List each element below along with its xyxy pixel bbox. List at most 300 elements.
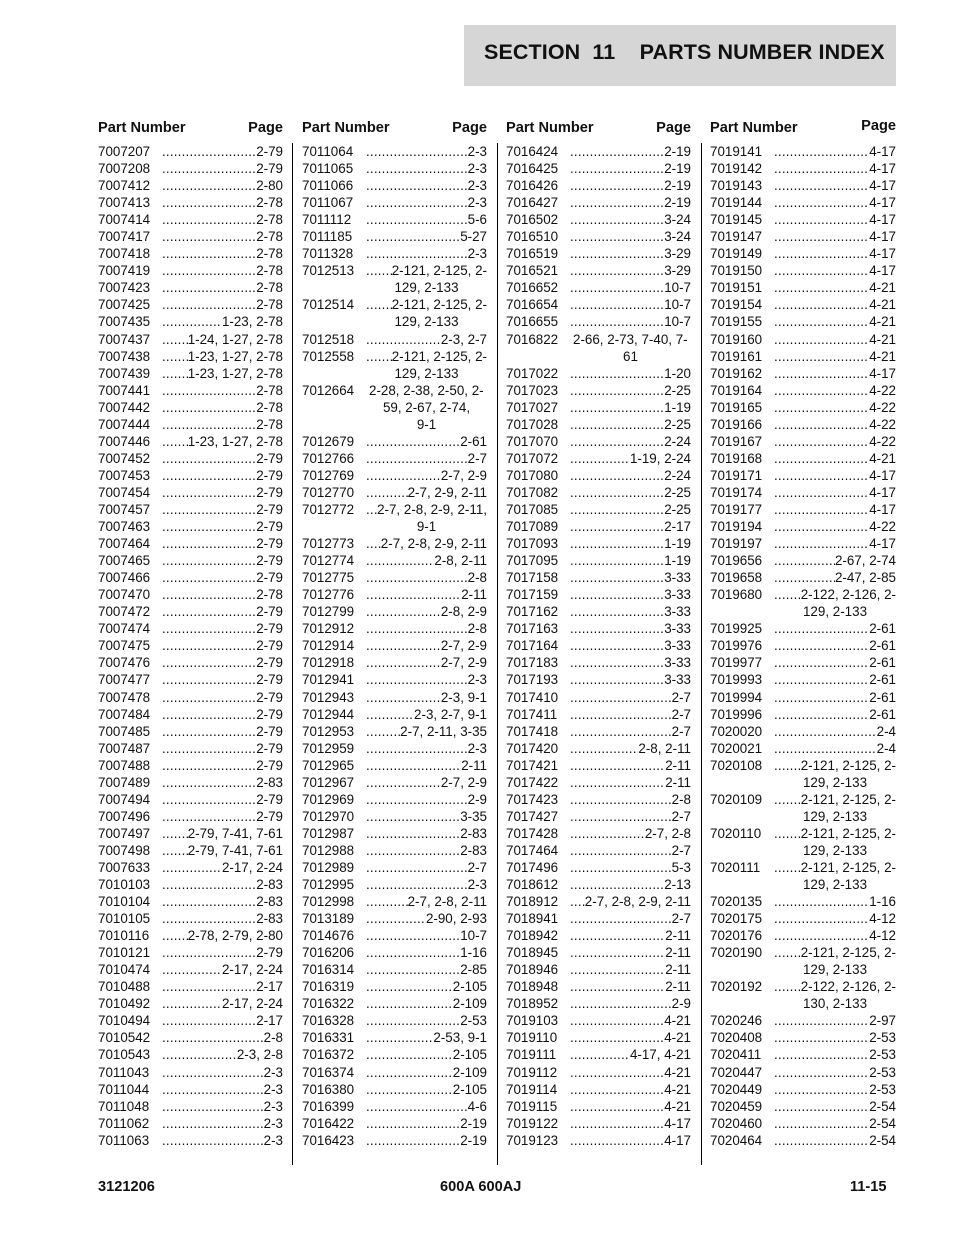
index-entry	[506, 842, 691, 859]
page-reference	[570, 1132, 691, 1149]
page-value: 4-17	[869, 246, 896, 262]
index-entry	[506, 569, 691, 586]
index-entry	[710, 1064, 896, 1081]
part-number: 7007485	[98, 723, 151, 739]
part-number: 7019150	[710, 263, 763, 279]
index-entry	[302, 859, 487, 876]
page-reference	[570, 757, 691, 774]
page-reference	[774, 654, 896, 671]
dot-leader	[774, 399, 869, 416]
dot-leader	[570, 859, 672, 876]
index-entry	[98, 262, 283, 279]
page-reference	[570, 143, 691, 160]
index-entry	[710, 893, 896, 910]
index-entry	[710, 501, 896, 518]
index-entry	[506, 262, 691, 279]
page-value: 2-19	[664, 161, 691, 177]
page-value: 4-21	[869, 331, 896, 347]
index-entry	[98, 245, 283, 262]
index-entry	[302, 262, 487, 296]
page-value: 2-7, 2-8, 2-11	[407, 894, 487, 910]
dot-leader	[366, 467, 441, 484]
index-entry	[710, 740, 896, 757]
page-value: 2-79	[256, 536, 283, 552]
dot-leader	[570, 586, 664, 603]
page-value: 2-79	[256, 161, 283, 177]
page-value: 1-20	[664, 365, 691, 381]
dot-leader	[162, 910, 256, 927]
part-number: 7017093	[506, 536, 559, 552]
index-entry	[710, 279, 896, 296]
page-reference	[366, 995, 487, 1012]
part-number: 7019161	[710, 348, 763, 364]
page-reference	[774, 382, 896, 399]
dot-leader	[162, 1098, 264, 1115]
part-number: 7019149	[710, 246, 763, 262]
page-value: 4-17	[869, 484, 896, 500]
index-entry	[506, 859, 691, 876]
page-value: 2-80	[256, 178, 283, 194]
page-reference	[366, 1132, 487, 1149]
part-number: 7011044	[98, 1081, 150, 1097]
page-value-continued: 9-1	[416, 416, 437, 432]
page-reference	[774, 535, 896, 552]
page-reference	[774, 1046, 896, 1063]
page-reference	[162, 927, 283, 944]
page-value: 2-79	[256, 604, 283, 620]
dot-leader	[366, 808, 460, 825]
page-reference	[774, 450, 896, 467]
page-reference	[162, 620, 283, 637]
part-number: 7016399	[302, 1098, 355, 1114]
part-number: 7012679	[302, 433, 355, 449]
part-number: 7012970	[302, 808, 355, 824]
page-reference	[366, 689, 487, 706]
page-reference	[366, 1081, 487, 1098]
dot-leader	[162, 331, 188, 348]
index-entry	[506, 194, 691, 211]
index-entry	[302, 1046, 487, 1063]
page-value: 1-23, 1-27, 2-78	[187, 433, 283, 449]
part-number: 7019112	[506, 1064, 558, 1080]
page-value: 1-23, 1-27, 2-78	[187, 348, 283, 364]
part-number: 7012766	[302, 450, 355, 466]
part-number: 7016424	[506, 144, 559, 159]
part-number: 7007484	[98, 706, 151, 722]
index-entry	[506, 927, 691, 944]
index-entry	[302, 961, 487, 978]
page-reference	[774, 893, 896, 910]
dot-leader	[570, 1064, 664, 1081]
page-reference	[570, 416, 691, 433]
dot-leader	[774, 1115, 869, 1132]
page-reference	[774, 365, 896, 382]
page-value: 2-7, 2-8, 2-9, 2-11	[380, 536, 487, 552]
page-value: 2-121, 2-125, 2-	[391, 297, 487, 313]
page-value: 2-79	[256, 791, 283, 807]
index-entry	[710, 671, 896, 688]
index-entry	[710, 689, 896, 706]
part-number: 7012944	[302, 706, 355, 722]
part-number: 7007633	[98, 859, 151, 875]
page-value-continued: 129, 2-133	[802, 842, 868, 858]
page-value: 2-24	[664, 467, 691, 483]
index-entry	[506, 552, 691, 569]
index-entry	[506, 1012, 691, 1029]
part-number-header: Part Number	[710, 120, 798, 136]
footer-model: 600A 600AJ	[440, 1179, 522, 1195]
part-number: 7007497	[98, 825, 151, 841]
dot-leader	[162, 842, 188, 859]
index-entry	[98, 876, 283, 893]
page-reference	[570, 1098, 691, 1115]
index-entry	[506, 535, 691, 552]
dot-leader	[774, 569, 835, 586]
page-reference	[570, 723, 691, 740]
index-entry	[506, 1132, 691, 1149]
part-number: 7012772	[302, 501, 355, 517]
part-number: 7010474	[98, 962, 151, 978]
dot-leader	[366, 876, 468, 893]
part-number: 7016822	[506, 331, 559, 347]
page-value: 2-8	[467, 570, 487, 586]
page-value: 2-78	[256, 382, 283, 398]
page-reference	[366, 637, 487, 654]
index-entry	[302, 228, 487, 245]
part-number: 7020190	[710, 945, 763, 961]
page-reference	[162, 279, 283, 296]
part-number: 7020246	[710, 1013, 763, 1029]
page-value: 2-121, 2-125, 2-	[391, 263, 487, 279]
page-value: 4-21	[869, 314, 896, 330]
dot-leader	[570, 211, 664, 228]
index-entry	[302, 433, 487, 450]
index-entry	[98, 1081, 283, 1098]
part-number: 7012998	[302, 894, 355, 910]
page-value: 2-8, 2-11	[638, 740, 691, 756]
index-entry	[302, 1029, 487, 1046]
index-entry	[98, 995, 283, 1012]
dot-leader	[570, 177, 664, 194]
page-value: 1-19	[664, 399, 691, 415]
dot-leader	[366, 484, 408, 501]
dot-leader	[366, 1012, 460, 1029]
page-reference	[774, 910, 896, 927]
part-number: 7007425	[98, 297, 151, 313]
page-reference	[162, 1098, 283, 1115]
dot-leader	[570, 1029, 664, 1046]
part-number: 7019145	[710, 212, 763, 228]
page-value: 4-12	[869, 928, 896, 944]
index-entry	[302, 1064, 487, 1081]
index-entry	[98, 279, 283, 296]
dot-leader	[366, 552, 434, 569]
page-value: 1-16	[460, 945, 487, 961]
part-number: 7019656	[710, 553, 763, 569]
page-reference	[774, 399, 896, 416]
page-value: 1-23, 1-27, 2-78	[187, 365, 283, 381]
index-entry	[302, 535, 487, 552]
part-number: 7007437	[98, 331, 151, 347]
dot-leader	[774, 365, 869, 382]
page-value: 2-17, 2-24	[221, 962, 283, 978]
dot-leader	[162, 484, 256, 501]
page-reference	[366, 774, 487, 791]
page-value: 3-33	[664, 621, 691, 637]
dot-leader	[162, 313, 222, 330]
dot-leader	[366, 262, 392, 279]
page-reference	[162, 791, 283, 808]
page-reference	[774, 825, 896, 859]
part-number: 7016652	[506, 280, 559, 296]
dot-leader	[774, 689, 869, 706]
dot-leader	[774, 535, 869, 552]
part-number: 7007413	[98, 195, 151, 211]
page-value: 2-78	[256, 587, 283, 603]
index-entry	[98, 1029, 283, 1046]
page-value: 2-9	[671, 996, 691, 1012]
index-entry	[710, 620, 896, 637]
index-entry	[506, 774, 691, 791]
index-entry	[302, 382, 487, 433]
index-entry	[506, 706, 691, 723]
index-entry	[710, 194, 896, 211]
part-number: 7007414	[98, 212, 151, 228]
dot-leader	[774, 245, 869, 262]
page-reference	[366, 910, 487, 927]
index-column-4	[710, 118, 896, 1149]
page-reference	[774, 620, 896, 637]
page-value: 1-16	[869, 894, 896, 910]
part-number: 7012953	[302, 723, 355, 739]
page-value: 2-78	[256, 399, 283, 415]
column-header	[710, 118, 896, 143]
part-number: 7012959	[302, 740, 355, 756]
index-entry	[98, 1064, 283, 1081]
page-value: 2-7	[467, 859, 487, 875]
page-reference	[570, 399, 691, 416]
page-reference	[366, 723, 487, 740]
page-value: 2-79	[256, 655, 283, 671]
part-number: 7010488	[98, 979, 151, 995]
page-value: 2-79	[256, 501, 283, 517]
index-entry	[302, 348, 487, 382]
index-entry	[710, 518, 896, 535]
dot-leader	[570, 535, 664, 552]
page-value: 2-121, 2-125, 2-	[800, 757, 896, 773]
page-reference	[570, 1029, 691, 1046]
dot-leader	[570, 1115, 664, 1132]
page-reference	[162, 603, 283, 620]
part-number: 7017082	[506, 484, 559, 500]
page-reference	[162, 228, 283, 245]
page-reference	[774, 944, 896, 978]
page-value: 4-21	[869, 348, 896, 364]
page-value: 1-23, 2-78	[221, 314, 283, 330]
page-value: 2-17	[256, 1013, 283, 1029]
index-entry	[98, 569, 283, 586]
dot-leader	[162, 1012, 256, 1029]
dot-leader	[162, 262, 256, 279]
page-value-continued: 129, 2-133	[802, 604, 868, 620]
dot-leader	[774, 791, 801, 808]
dot-leader	[366, 706, 414, 723]
page-reference	[366, 671, 487, 688]
index-entry	[506, 245, 691, 262]
page-value-continued: 129, 2-133	[394, 280, 459, 296]
page-reference	[162, 484, 283, 501]
page-reference	[366, 160, 487, 177]
index-entry	[98, 808, 283, 825]
page-reference	[366, 893, 487, 910]
dot-leader	[162, 808, 256, 825]
index-entry	[506, 637, 691, 654]
part-number: 7019177	[710, 501, 763, 517]
page-value: 2-3	[467, 740, 487, 756]
part-number: 7016510	[506, 229, 559, 245]
index-entry	[302, 1081, 487, 1098]
dot-leader	[162, 825, 188, 842]
part-number: 7019144	[710, 195, 763, 211]
page-value: 2-83	[256, 774, 283, 790]
page-value: 2-79	[256, 638, 283, 654]
dot-leader	[570, 433, 664, 450]
part-number: 7013189	[302, 911, 355, 927]
page-header: Page	[861, 118, 896, 134]
page-reference	[570, 535, 691, 552]
page-reference	[366, 620, 487, 637]
dot-leader	[774, 143, 869, 160]
page-value: 2-121, 2-125, 2-	[391, 348, 487, 364]
index-entry	[98, 671, 283, 688]
page-value: 3-33	[664, 655, 691, 671]
page-value: 2-3	[263, 1115, 283, 1131]
page-reference	[570, 893, 691, 910]
dot-leader	[570, 313, 664, 330]
page-value: 2-3, 2-8	[236, 1047, 283, 1063]
page-value: 2-83	[256, 911, 283, 927]
page-reference	[570, 331, 691, 365]
page-value-continued: 129, 2-133	[802, 774, 868, 790]
page-reference	[366, 177, 487, 194]
dot-leader	[366, 331, 441, 348]
page-value: 2-7, 2-9	[440, 638, 487, 654]
index-entry	[98, 774, 283, 791]
part-number: 7007417	[98, 229, 151, 245]
dot-leader	[570, 654, 664, 671]
index-entry	[710, 791, 896, 825]
part-number: 7007412	[98, 178, 151, 194]
page-reference	[366, 654, 487, 671]
page-reference	[774, 1012, 896, 1029]
page-value: 2-53	[460, 1013, 487, 1029]
page-reference	[774, 416, 896, 433]
page-value: 3-33	[664, 638, 691, 654]
page-reference	[570, 910, 691, 927]
part-number: 7007441	[98, 382, 151, 398]
page-reference	[162, 808, 283, 825]
page-reference	[366, 944, 487, 961]
dot-leader	[366, 910, 426, 927]
part-number: 7017422	[506, 774, 559, 790]
page-value: 4-17	[869, 536, 896, 552]
page-reference	[366, 143, 487, 160]
part-number: 7019110	[506, 1030, 558, 1046]
dot-leader	[366, 501, 377, 518]
page-value: 2-85	[460, 962, 487, 978]
dot-leader	[162, 995, 222, 1012]
page-value: 2-7, 2-11, 3-35	[400, 723, 487, 739]
dot-leader	[570, 1012, 664, 1029]
dot-leader	[162, 637, 256, 654]
dot-leader	[366, 211, 468, 228]
dot-leader	[570, 416, 664, 433]
page-reference	[774, 211, 896, 228]
part-number: 7020135	[710, 894, 763, 910]
page-value: 2-17, 2-24	[221, 859, 283, 875]
dot-leader	[162, 706, 256, 723]
index-entry	[710, 706, 896, 723]
part-number: 7010116	[98, 928, 150, 944]
dot-leader	[570, 978, 665, 995]
page-reference	[570, 1012, 691, 1029]
page-value: 2-11	[665, 962, 691, 978]
part-number: 7017411	[506, 706, 558, 722]
dot-leader	[162, 177, 256, 194]
part-number: 7012987	[302, 825, 355, 841]
dot-leader	[366, 740, 468, 757]
part-number: 7010542	[98, 1030, 151, 1046]
part-number: 7007452	[98, 450, 151, 466]
page-value: 2-121, 2-125, 2-	[800, 791, 896, 807]
index-entry	[302, 654, 487, 671]
part-number: 7014676	[302, 928, 355, 944]
index-entry	[98, 791, 283, 808]
dot-leader	[570, 876, 664, 893]
page-value: 2-79	[256, 570, 283, 586]
page-value: 3-33	[664, 587, 691, 603]
part-number: 7018945	[506, 945, 559, 961]
page-value: 2-11	[665, 945, 691, 961]
part-number: 7019993	[710, 672, 763, 688]
page-reference	[162, 211, 283, 228]
index-entry	[98, 910, 283, 927]
page-value: 2-79	[256, 723, 283, 739]
page-value-continued: 129, 2-133	[394, 314, 459, 330]
page-value: 2-8, 2-9	[440, 604, 487, 620]
part-number: 7007446	[98, 433, 151, 449]
page-reference	[774, 433, 896, 450]
index-entry	[98, 978, 283, 995]
dot-leader	[162, 671, 256, 688]
part-number: 7019194	[710, 519, 763, 535]
page-reference	[366, 211, 487, 228]
dot-leader	[366, 620, 468, 637]
page-reference	[162, 382, 283, 399]
page-value: 2-61	[869, 655, 896, 671]
page-value: 2-7, 2-8, 2-9, 2-11,	[377, 501, 487, 517]
page-value: 3-24	[664, 229, 691, 245]
page-value: 4-6	[467, 1098, 487, 1114]
part-number: 7020111	[710, 859, 761, 875]
dot-leader	[366, 961, 460, 978]
index-entry	[302, 825, 487, 842]
column-divider	[497, 143, 498, 1165]
page-reference	[774, 1098, 896, 1115]
part-number: 7012995	[302, 877, 355, 893]
index-entry	[506, 995, 691, 1012]
index-entry	[98, 433, 283, 450]
